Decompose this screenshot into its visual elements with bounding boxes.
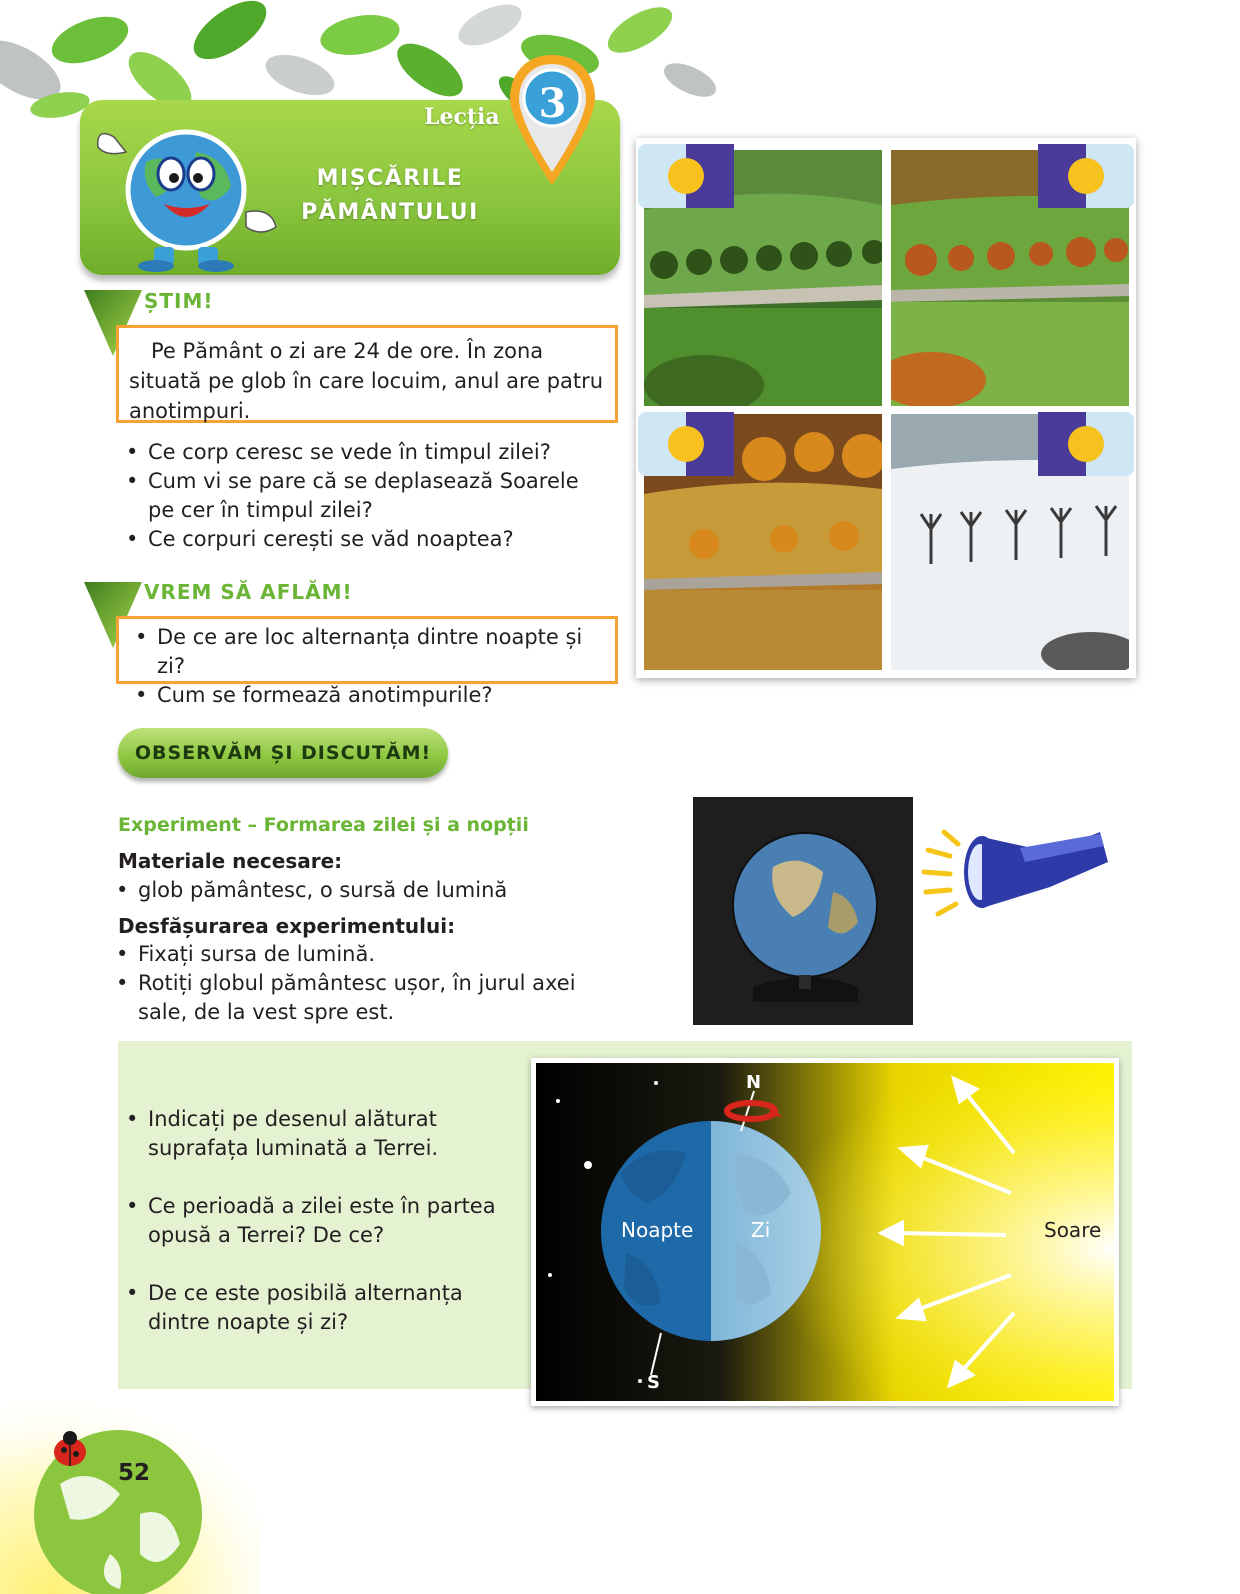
list-item: • De ce este posibilă alternanța dintre noapte și zi?: [118, 1279, 498, 1337]
list-item: • Rotiți globul pământesc ușor, în jurul axei sale, de la vest spre est.: [108, 969, 618, 1027]
stim-box: [116, 325, 618, 423]
lesson-title-line2: PĂMÂNTULUI: [301, 200, 479, 225]
vrem-box: [116, 616, 618, 707]
steps-list: [108, 940, 618, 1027]
list-item: • Indicați pe desenul alăturat suprafața luminată a Terrei.: [118, 1105, 498, 1163]
experiment-title: Experiment – Formarea zilei și a nopții: [118, 814, 529, 836]
day-sun-icon: [636, 410, 736, 478]
night-moon-icon: [1036, 142, 1136, 210]
stim-box-text: Pe Pământ o zi are 24 de ore. În zona situată pe glob în care locuim, anul are patru anotimpuri.: [129, 339, 604, 423]
stim-questions: [118, 438, 598, 554]
earth-day-night-diagram: [531, 1058, 1119, 1406]
flashlight-icon: [920, 822, 1110, 932]
north-label: N: [746, 1072, 762, 1093]
sun-label: Soare: [1044, 1218, 1102, 1242]
lesson-title-line1: MIȘCĂRILE: [316, 166, 464, 191]
lesson-number: 3: [538, 80, 567, 127]
day-label: Zi: [751, 1218, 771, 1242]
earth-corner-decoration: [0, 1384, 260, 1594]
night-label: Noapte: [621, 1218, 694, 1242]
list-item: • Ce perioadă a zilei este în partea opusă a Terrei? De ce?: [118, 1192, 498, 1250]
list-item: • Cum vi se pare că se deplasează Soarele pe cer în timpul zilei?: [118, 467, 598, 525]
south-label: S: [647, 1372, 660, 1393]
vrem-questions: [127, 623, 607, 710]
vrem-heading: VREM SĂ AFLĂM!: [144, 580, 353, 604]
list-item: • Ce corpuri cerești se văd noaptea?: [118, 525, 598, 554]
seasons-photo-collage: [636, 138, 1136, 678]
earth-mascot-icon: [86, 112, 286, 272]
steps-heading: Desfășurarea experimentului:: [118, 914, 456, 938]
observam-button: OBSERVĂM ȘI DISCUTĂM!: [118, 728, 448, 778]
list-item: • Cum se formează anotimpurile?: [127, 681, 607, 710]
page-number: 52: [118, 1460, 151, 1486]
lesson-banner: [80, 80, 620, 275]
list-item: • Fixați sursa de lumină.: [108, 940, 618, 969]
panel-questions: [118, 1105, 498, 1337]
list-item: • glob pământesc, o sursă de lumină: [108, 876, 608, 905]
list-item: • Ce corp ceresc se vede în timpul zilei?: [118, 438, 598, 467]
day-sun-icon: [636, 142, 736, 210]
lesson-label: Lecția: [424, 104, 500, 130]
materials-list: [108, 876, 608, 905]
lesson-title: [300, 162, 480, 230]
globe-photo: [693, 797, 913, 1025]
night-moon-icon: [1036, 410, 1136, 478]
list-item: • De ce are loc alternanța dintre noapte și zi?: [127, 623, 607, 681]
stim-heading: ȘTIM!: [144, 289, 214, 313]
materials-heading: Materiale necesare:: [118, 849, 343, 873]
